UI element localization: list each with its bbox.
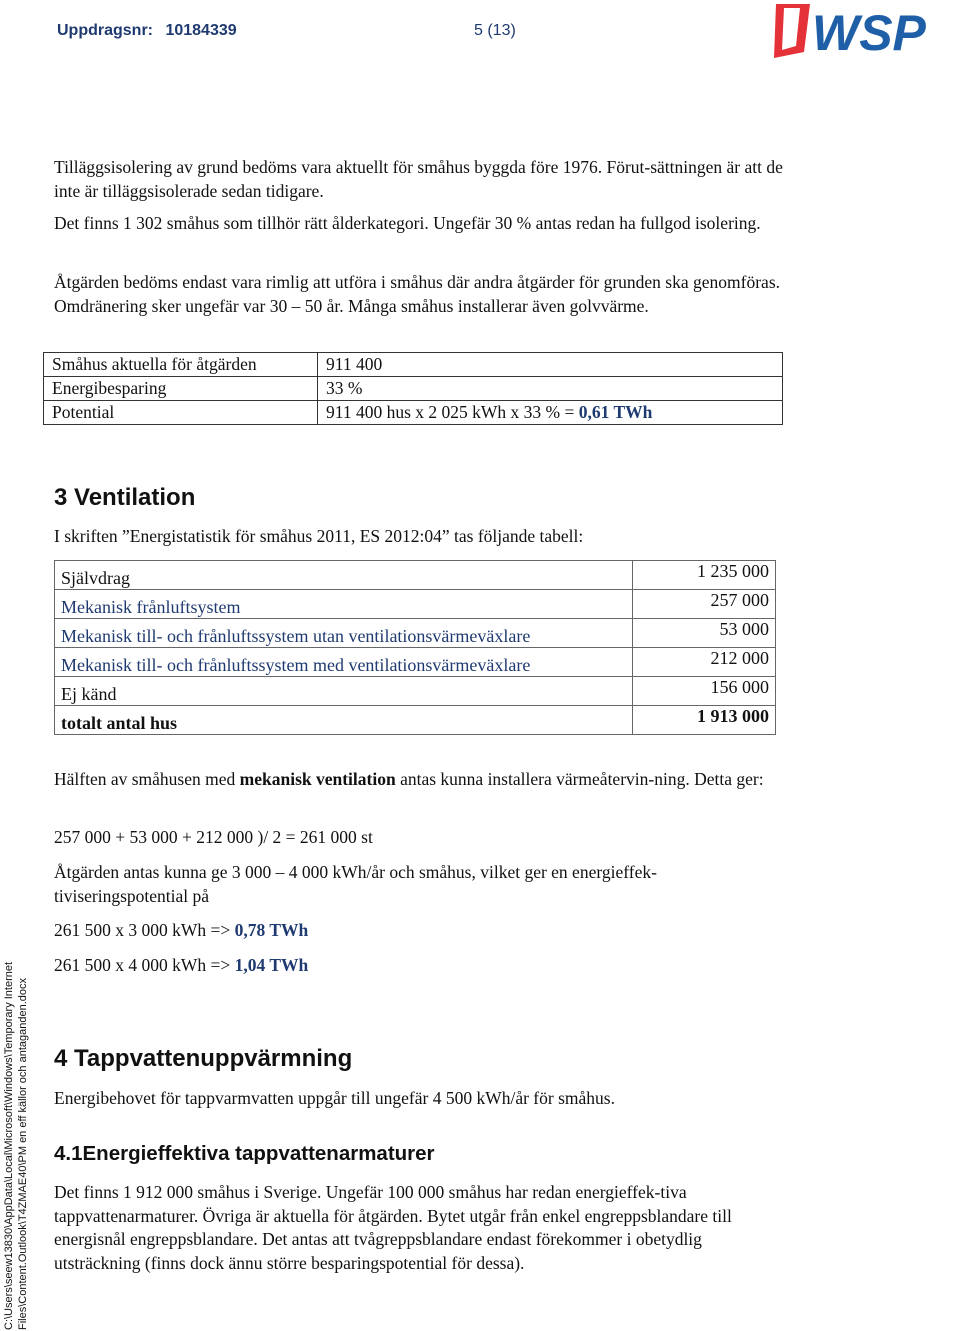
table-row <box>55 619 776 648</box>
page-number: 5 (13) <box>474 22 516 39</box>
file-path-line: C:\Users\seew13830\AppData\Local\Microsoft\Windows\Temporary Internet <box>3 961 15 1330</box>
vent-total-label: totalt antal hus <box>55 706 633 735</box>
header-label: Uppdragsnr: <box>57 22 153 39</box>
table-row <box>55 648 776 677</box>
wsp-logo <box>770 0 960 62</box>
vent-label: Självdrag <box>55 561 633 590</box>
header-project-number <box>57 22 237 40</box>
paragraph-measure: Åtgärden antas kunna ge 3 000 – 4 000 kWh/år och småhus, vilket ger en energieffek-tiviseringspotential på <box>54 862 657 906</box>
potential-formula: 911 400 hus x 2 025 kWh x 33 % = <box>326 402 579 422</box>
text-bold: mekanisk ventilation <box>239 769 396 789</box>
calc-formula: 261 500 x 3 000 kWh => <box>54 920 235 940</box>
paragraph-half-mechanical <box>54 768 784 792</box>
heading-tappvatten: 4 Tappvattenuppvärmning <box>54 1045 353 1072</box>
table-cell-value: 911 400 <box>318 353 783 377</box>
vent-label: Ej känd <box>55 677 633 706</box>
paragraph-armaturer: Det finns 1 912 000 småhus i Sverige. Ungefär 100 000 småhus har redan energieffek-tiva tappvattenarmaturer. Övriga är aktuella för åtgärden. Bytet utgår från enkel engreppsblandare till energisnål engreppsblandare. Det antas att tvågreppsblandare endast förekommer i obetydlig utsträckning (finns dock ännu större besparingspotential för dessa). <box>54 1182 732 1273</box>
table-row <box>55 706 776 735</box>
vent-value: 212 000 <box>633 648 776 677</box>
paragraph-rimlig-atgard: Åtgärden bedöms endast vara rimlig att utföra i småhus där andra åtgärder för grunden ska genomföras. Omdränering sker ungefär var 30 – 50 år. Många småhus installerar även golvvärme. <box>54 272 781 316</box>
paragraph-formula: 257 000 + 53 000 + 212 000 )/ 2 = 261 000 st <box>54 827 373 847</box>
table-row <box>44 377 783 401</box>
table-cell-label: Potential <box>44 401 318 425</box>
vent-label: Mekanisk till- och frånluftssystem utan ventilationsvärmeväxlare <box>55 619 633 648</box>
vent-value: 1 235 000 <box>633 561 776 590</box>
ventilation-table <box>54 560 776 735</box>
vent-label: Mekanisk till- och frånluftssystem med ventilationsvärmeväxlare <box>55 648 633 677</box>
vent-value: 53 000 <box>633 619 776 648</box>
table-cell-value: 33 % <box>318 377 783 401</box>
calc-result: 0,78 TWh <box>234 920 309 940</box>
table-cell-value <box>318 401 783 425</box>
paragraph-grund-isolering: Tilläggsisolering av grund bedöms vara aktuellt för småhus byggda före 1976. Förut-sättningen är att de inte är tilläggsisolerade sedan tidigare. <box>54 157 783 201</box>
potential-result: 0,61 TWh <box>578 402 653 422</box>
header-number: 10184339 <box>165 22 237 39</box>
vent-value: 257 000 <box>633 590 776 619</box>
table-row <box>55 561 776 590</box>
calc-line-2 <box>54 954 784 978</box>
wsp-logo-text: WSP <box>812 5 926 61</box>
table-row <box>55 590 776 619</box>
table-cell-label: Småhus aktuella för åtgärden <box>44 353 318 377</box>
paragraph-alderkategori: Det finns 1 302 småhus som tillhör rätt ålderkategori. Ungefär 30 % antas redan ha fullgod isolering. <box>54 213 761 233</box>
file-path-sidebar <box>3 950 30 1330</box>
paragraph-tappvatten: Energibehovet för tappvarmvatten uppgår till ungefär 4 500 kWh/år för småhus. <box>54 1088 615 1108</box>
heading-ventilation: 3 Ventilation <box>54 484 196 511</box>
table-cell-label: Energibesparing <box>44 377 318 401</box>
text-fragment: Hälften av småhusen med <box>54 769 240 789</box>
table-row <box>55 677 776 706</box>
table-row <box>44 353 783 377</box>
vent-value: 156 000 <box>633 677 776 706</box>
calc-formula: 261 500 x 4 000 kWh => <box>54 955 235 975</box>
file-path-line: Files\Content.Outlook\T4ZMAE40\PM en eff källor och antaganden.docx <box>16 978 29 1330</box>
vent-label: Mekanisk frånluftsystem <box>55 590 633 619</box>
calc-line-1 <box>54 919 784 943</box>
calc-result: 1,04 TWh <box>234 955 309 975</box>
table-row <box>44 401 783 425</box>
potential-table <box>43 352 783 425</box>
vent-total-value: 1 913 000 <box>633 706 776 735</box>
paragraph-ventilation-intro: I skriften ”Energistatistik för småhus 2011, ES 2012:04” tas följande tabell: <box>54 526 584 546</box>
text-fragment: antas kunna installera värmeåtervin-ning. Detta ger: <box>395 769 764 789</box>
heading-armaturer: 4.1Energieffektiva tappvattenarmaturer <box>54 1142 435 1165</box>
